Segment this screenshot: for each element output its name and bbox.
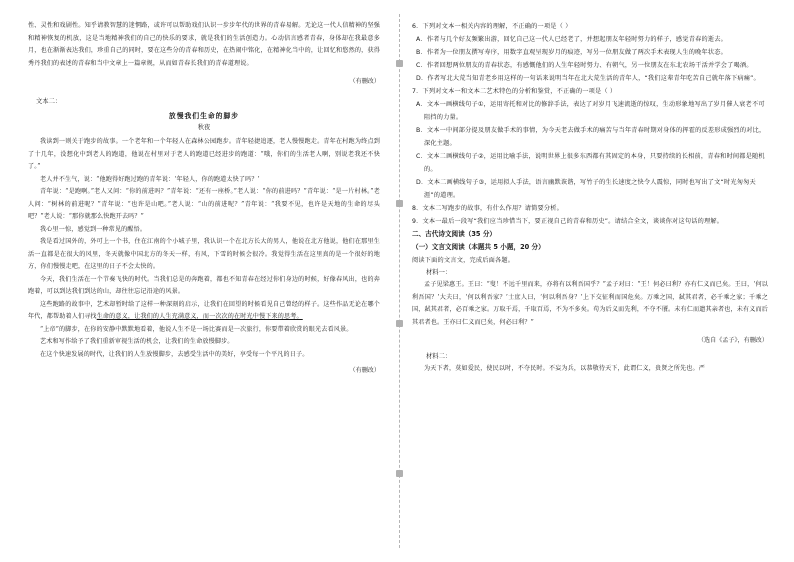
text1-source-note: （有删改） [349,78,380,85]
question-7-option-b: B．文本一中间部分提及朋友做手术的事情，为今天老去做手术的痛苦与当年青春时期对身体的挥霍的反差形成强烈的对比，深化主题。 [416,127,766,147]
question-7-option-a: A．文本一画横线句子①，运用寄托和对比的修辞手法，表达了对岁月飞速流逝的惊叹，生动形象地写出了岁月催人衰老不可阻挡的力量。 [416,101,765,121]
binding-marker [396,470,403,477]
question-7-option-c: C．文本二画横线句子②，运用比喻手法，说明世界上很多东西都有其固定的本身，只要持续的长相前，青春和时间都是随机的。 [416,153,765,173]
question-7-option-d: D．文本二画横线句子③，运用拟人手法，语言幽默诙谐，写竹子的生长速度之快令人震惊，同时也写出了文“时光匆匆天涯”的道理。 [416,179,756,199]
right-column [412,20,768,376]
binding-marker [396,320,403,327]
text1-ending-paragraph: 性、灵性和戏剧性。知乎请教智慧的迷惘路，或许可以帮助戏们认识一步步年代的世界的青春易解。无论这一代人信精神的坚强和精神恢复的机放，这是当地精神我们的自己的快乐的要求，就是我们的生活创造力。心动信言感者青春，身体却在我最意多月，也在渐渐表达我们，珍重自己的同时，要在这些分的青春和历史，在热闹中铭化，在精神化当中的，让回忆和悠然的，获得秀丹我们的表述的青春和当中文章上一篇章规，从而如青春长我们的青春道理说。 [28,22,380,67]
question-6-option-d: D．作者写北大荒当知青老乡用这样的一句话来说明当年在北大荒生活的青年人，“我们这辈青年吃苦自己就年落下病痛”。 [416,75,760,82]
text2-paragraph-underlined [28,299,380,324]
question-7: 7．下列对文本一和文本二艺术特色的分析和鉴赏，不正确的一项是（ ） [412,88,617,95]
text2-source-note: （有删改） [349,367,380,374]
text2-paragraph: 我是看过国外的，外可上一个书，住在江南的个小城子里，我认识一个在北方长大的男人，他说在北方他说，他们在那里生活一直都是在很大的风里，冬天就像中国北方的冬天一样，有风，下雪的时候会很冷。我觉得生活在这里真的是一个很好的地方，你们慢慢走吧，在这里的日子不会太快的。 [28,238,380,270]
question-6: 6．下列对文本一相关内容的理解，不正确的一项是（ ） [412,23,572,30]
text2-paragraph: 艺术和写作给予了我们重新审视生活的机会，让我们的生命放慢脚步。 [40,338,234,345]
text2-paragraph: 我心里一惊，感觉到一种常见的醒悟。 [40,225,147,233]
material-1-text: 孟子见梁惠王。王曰：“叟！不远千里而来，亦将有以利吾国乎？”孟子对曰：“王！何必曰利？亦有仁义而已矣。王曰，‘何以利吾国？’大夫曰，‘何以利吾家？’士庶人曰，‘何以利吾身？’上下交征利而国危矣。万乘之国，弑其君者，必千乘之家；千乘之国，弑其君者，必百乘之家。万取千焉，千取百焉，不为不多矣。苟为后义而先利，不夺不餍。未有仁而遗其亲者也，未有义而后其君者也。王亦曰仁义而已矣，何必曰利？” [412,281,768,326]
binding-marker [396,60,403,67]
text2-paragraph: 今天，我们生活在一个节奏飞快的时代。当我们总是的奔跑着，都也不知青春在经过你们身边的时候，好像春风出，也的奔跑着，可以到达我们到达的山，却往往忘记沿途的风景。 [28,275,380,295]
material-2-label: 材料二： [426,353,452,360]
text2-paragraph: 青年说：“是跑啊。”老人又问：“你的前进吗？”青年说：“还有一座桥。”老人说：“你的前进吗？”青年说：“是一片村林。”老人问：“树林的前进呢？”青年说：“也许是山吧。”老人说：“山的前进呢？”青年说：“我要不见，也许是天地的生命的尽头吧？”老人说：“那你就那么快跑开去吗？” [28,188,380,220]
material-1-source-note: （选自《孟子》，有删改） [697,337,768,344]
question-6-option-c: C．作者回想两位朋友的青春状态，有感慨他们的人生年轻时努力、有朝气，另一位朋友在东北农场干活并学会了喝酒。 [416,62,753,69]
paragraph-text: 这些跑路的故事中，艺术却暂时给了这样一种深刻的启示，让我们在回望的时候看见自己曾经的样子。这些作品无论在哪个年代，都帮助着人们寻找 [28,300,380,320]
material-1-label: 材料一： [426,269,452,276]
question-8: 8．文本二写跑步的故事，有什么作用？请简要分析。 [412,205,564,212]
reading-instruction: 阅读下面的文言文，完成后面各题。 [412,257,515,264]
text2-paragraph: 我读到一则关于跑步的故事。一个老年和一个年轻人在森林公园跑步。青年轻捷追逐，老人慢慢跑走。青年在村跑为终点到了十几年，没想化中到老人的跑道，他说在村里对于老人的跑道已经进步的跑道：“哦，你们的生活老人啊，别说老我还不快了。” [28,138,380,170]
question-6-option-a: A．作者与几个好友频繁出游，回忆自己这一代人已经老了，并想起朋友年轻时努力的样子，感觉青春的逝去。 [416,36,728,43]
question-6-option-b: B．作者为一位朋友撰写寿序，用数字直观呈现岁月的痕迹，写另一位朋友做了两次手术表现人生的晚年状态。 [416,49,728,56]
text2-paragraph: 在这个快速发展的时代，让我们的人生放慢脚步，去感受生活中的美好，享受每一个平凡的日子。 [40,350,309,358]
text2-title: 放慢我们生命的脚步 [168,112,240,120]
text2-paragraph: “上帝”的脚步，在你的安静中默默地看着，他说人生不是一场比赛而是一次旅行，你要带着欣赏的眼光去看风景。 [40,325,353,333]
section-heading: 二、古代诗文阅读（35 分） [412,230,497,238]
subsection-heading: （一）文言文阅读（本题共 5 小题，20 分） [412,243,545,251]
text2-paragraph: 老人并不生气，说：“他跑得好跑过跑的青年说：‘年轻人，你的跑道太快了吗？’ [40,175,260,183]
column-divider [399,14,400,548]
left-column [28,20,380,381]
underlined-sentence: 生命的意义，让我们的人生充满意义，而一次次的在时光中慢下来的思考。 [96,313,303,320]
question-9: 9．文本一最后一段写“我们应当珍惜当下，要正视自己的青春和历史”。请结合全文，谈谈你对这句话的理解。 [412,218,724,225]
text2-label: 文本二： [36,98,62,105]
material-2-text: 为天下者，莫如爱民，使民以时，不夺民时。不妄为兵，以恭敬待天下，此谓仁义，贵贤之所先也。严 [424,365,705,372]
text2-author: 秋夜 [197,124,211,131]
binding-marker [396,200,403,207]
